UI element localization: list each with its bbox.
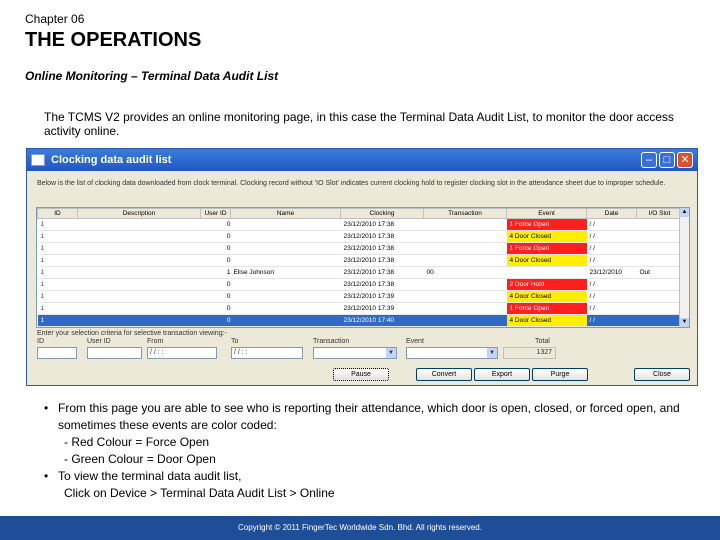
table-cell — [424, 231, 507, 243]
table-cell — [424, 255, 507, 267]
table-cell: 1 — [38, 291, 78, 303]
table-cell — [507, 267, 587, 279]
table-cell: Elise Johnson — [231, 267, 341, 279]
table-cell: 1 — [38, 303, 78, 315]
event-dropdown[interactable] — [406, 347, 498, 359]
table-cell — [231, 315, 341, 327]
table-cell: 1 — [38, 315, 78, 327]
table-cell — [78, 231, 201, 243]
chapter-label: Chapter 06 — [25, 12, 85, 26]
column-header[interactable]: ID — [38, 209, 78, 219]
table-cell: / / — [587, 279, 637, 291]
table-cell: 23/12/2010 17:39 — [341, 303, 424, 315]
table-cell: Out — [637, 267, 683, 279]
table-cell — [78, 243, 201, 255]
table-row[interactable] — [38, 267, 683, 279]
table-cell: 0 — [201, 279, 231, 291]
table-cell — [231, 231, 341, 243]
filter-from-label: From — [147, 338, 164, 345]
bullet-icon: • — [44, 401, 49, 415]
table-cell — [78, 219, 201, 231]
bullet-icon: • — [44, 469, 49, 483]
table-cell: / / — [587, 243, 637, 255]
audit-table[interactable] — [36, 207, 690, 328]
chevron-down-icon[interactable]: ▼ — [386, 348, 396, 358]
table-cell — [424, 303, 507, 315]
table-row[interactable] — [38, 291, 683, 303]
app-icon — [31, 154, 45, 166]
table-cell: 1 — [38, 219, 78, 231]
table-row[interactable] — [38, 303, 683, 315]
table-cell: 1 Force Open — [507, 219, 587, 231]
bullet-text: To view the terminal data audit list, — [58, 469, 242, 483]
table-cell — [78, 291, 201, 303]
table-cell: 1 — [201, 267, 231, 279]
table-cell: / / — [587, 231, 637, 243]
table-cell: 23/12/2010 17:40 — [341, 315, 424, 327]
table-cell — [78, 255, 201, 267]
total-value: 1327 — [503, 347, 556, 359]
filter-transaction-label: Transaction — [313, 338, 350, 345]
close-icon[interactable]: ✕ — [677, 152, 693, 168]
table-cell — [424, 291, 507, 303]
table-cell: 23/12/2010 17:38 — [341, 267, 424, 279]
table-cell: 23/12/2010 17:38 — [341, 219, 424, 231]
filter-to-label: To — [231, 338, 239, 345]
page-title: THE OPERATIONS — [25, 29, 202, 51]
scroll-down-icon[interactable]: ▼ — [681, 319, 688, 325]
column-header[interactable]: Event — [507, 209, 587, 219]
convert-button[interactable]: Convert — [416, 368, 472, 381]
intro-text: The TCMS V2 provides an online monitoring page, in this case the Terminal Data Audit List, to monitor the door access activity online. — [44, 110, 674, 138]
bullet-text: From this page you are able to see who is reporting their attendance, which door is open, closed, or forced open, and sometimes these events are color coded: — [58, 401, 680, 432]
table-cell — [231, 255, 341, 267]
table-cell: 0 — [201, 315, 231, 327]
table-cell: 1 — [38, 243, 78, 255]
sub-item: - Green Colour = Door Open — [64, 452, 216, 466]
table-cell — [231, 219, 341, 231]
table-cell: 4 Door Closed — [507, 231, 587, 243]
table-cell — [231, 303, 341, 315]
table-cell: 23/12/2010 17:38 — [341, 231, 424, 243]
table-cell: 1 — [38, 231, 78, 243]
table-row[interactable] — [38, 219, 683, 231]
table-cell: 1 — [38, 267, 78, 279]
minimize-icon[interactable]: – — [641, 152, 657, 168]
table-cell — [637, 255, 683, 267]
audit-list-window — [26, 148, 698, 386]
instruction-note: Below is the list of clocking data downloaded from clock terminal. Clocking record without 'IO Slot' indicates current clocking hold to register clocking slot in the attendance sheet due to improper schedule. — [37, 180, 666, 187]
table-cell: 4 Door Closed — [507, 291, 587, 303]
table-cell: 4 Door Closed — [507, 255, 587, 267]
bullet-item — [44, 400, 694, 434]
table-cell: 1 — [38, 255, 78, 267]
table-cell — [231, 243, 341, 255]
window-titlebar[interactable] — [27, 149, 697, 171]
criteria-label: Enter your selection criteria for selective transaction viewing:- — [37, 330, 227, 337]
purge-button[interactable]: Purge — [532, 368, 588, 381]
table-cell — [637, 303, 683, 315]
table-cell — [424, 279, 507, 291]
table-cell: / / — [587, 315, 637, 327]
table-cell — [78, 303, 201, 315]
table-cell: / / — [587, 255, 637, 267]
column-header[interactable]: Transaction — [424, 209, 507, 219]
table-cell: 23/12/2010 17:39 — [341, 291, 424, 303]
sub-item: Click on Device > Terminal Data Audit List > Online — [64, 486, 335, 500]
transaction-dropdown[interactable] — [313, 347, 397, 359]
filter-event-label: Event — [406, 338, 424, 345]
window-title: Clocking data audit list — [51, 154, 172, 166]
table-cell: 0 — [201, 219, 231, 231]
close-button[interactable]: Close — [634, 368, 690, 381]
bullet-item — [44, 468, 694, 485]
column-header[interactable]: Clocking — [341, 209, 424, 219]
column-header[interactable]: User ID — [201, 209, 231, 219]
table-cell: 23/12/2010 — [587, 267, 637, 279]
table-cell — [78, 267, 201, 279]
table-row[interactable] — [38, 255, 683, 267]
column-header[interactable]: Date — [587, 209, 637, 219]
filter-id-input[interactable] — [37, 347, 77, 359]
table-cell: 4 Door Closed — [507, 315, 587, 327]
table-cell: 1 — [38, 279, 78, 291]
table-cell — [78, 315, 201, 327]
table-cell: 1 Force Open — [507, 243, 587, 255]
table-row[interactable] — [38, 243, 683, 255]
table-cell: 0 — [201, 255, 231, 267]
column-header[interactable]: Description — [78, 209, 201, 219]
table-header-row — [38, 209, 683, 219]
table-cell — [231, 291, 341, 303]
scroll-up-icon[interactable]: ▲ — [681, 209, 688, 215]
table-cell — [231, 279, 341, 291]
table-cell: 23/12/2010 17:38 — [341, 279, 424, 291]
table-cell: 2 Door Hold — [507, 279, 587, 291]
filter-user-id-input[interactable] — [87, 347, 142, 359]
table-cell — [424, 243, 507, 255]
section-subtitle: Online Monitoring – Terminal Data Audit List — [25, 69, 279, 83]
table-cell: 1 Force Open — [507, 303, 587, 315]
footer-copyright: Copyright © 2011 FingerTec Worldwide Sdn. Bhd. All rights reserved. — [0, 516, 720, 540]
chevron-down-icon[interactable]: ▼ — [487, 348, 497, 358]
table-cell — [637, 243, 683, 255]
filter-user-id-label: User ID — [87, 338, 111, 345]
table-cell — [637, 315, 683, 327]
table-cell: 0 — [201, 243, 231, 255]
table-row[interactable] — [38, 315, 683, 327]
table-cell: 23/12/2010 17:38 — [341, 255, 424, 267]
table-cell: 23/12/2010 17:38 — [341, 243, 424, 255]
table-cell — [424, 219, 507, 231]
table-scrollbar[interactable] — [679, 208, 689, 327]
table-cell — [424, 315, 507, 327]
table-cell: / / — [587, 291, 637, 303]
filter-id-label: ID — [37, 338, 44, 345]
table-cell — [637, 291, 683, 303]
table-cell — [637, 279, 683, 291]
column-header[interactable]: Name — [231, 209, 341, 219]
table-row[interactable] — [38, 279, 683, 291]
table-row[interactable] — [38, 231, 683, 243]
column-header[interactable]: I/O Slot — [637, 209, 683, 219]
export-button[interactable]: Export — [474, 368, 530, 381]
filter-to-input[interactable]: / / : : — [231, 347, 303, 359]
table-cell: 0 — [201, 231, 231, 243]
table-cell: 0 — [201, 303, 231, 315]
sub-item: - Red Colour = Force Open — [64, 435, 210, 449]
table-cell: 00 — [424, 267, 507, 279]
table-cell — [637, 231, 683, 243]
maximize-icon[interactable]: □ — [659, 152, 675, 168]
table-cell: / / — [587, 303, 637, 315]
total-label: Total — [535, 338, 550, 345]
filter-from-input[interactable]: / / : : — [147, 347, 217, 359]
table-cell: / / — [587, 219, 637, 231]
table-cell — [78, 279, 201, 291]
table-cell — [637, 219, 683, 231]
table-cell: 0 — [201, 291, 231, 303]
pause-button[interactable]: Pause — [333, 368, 389, 381]
bullet-list — [44, 400, 694, 502]
